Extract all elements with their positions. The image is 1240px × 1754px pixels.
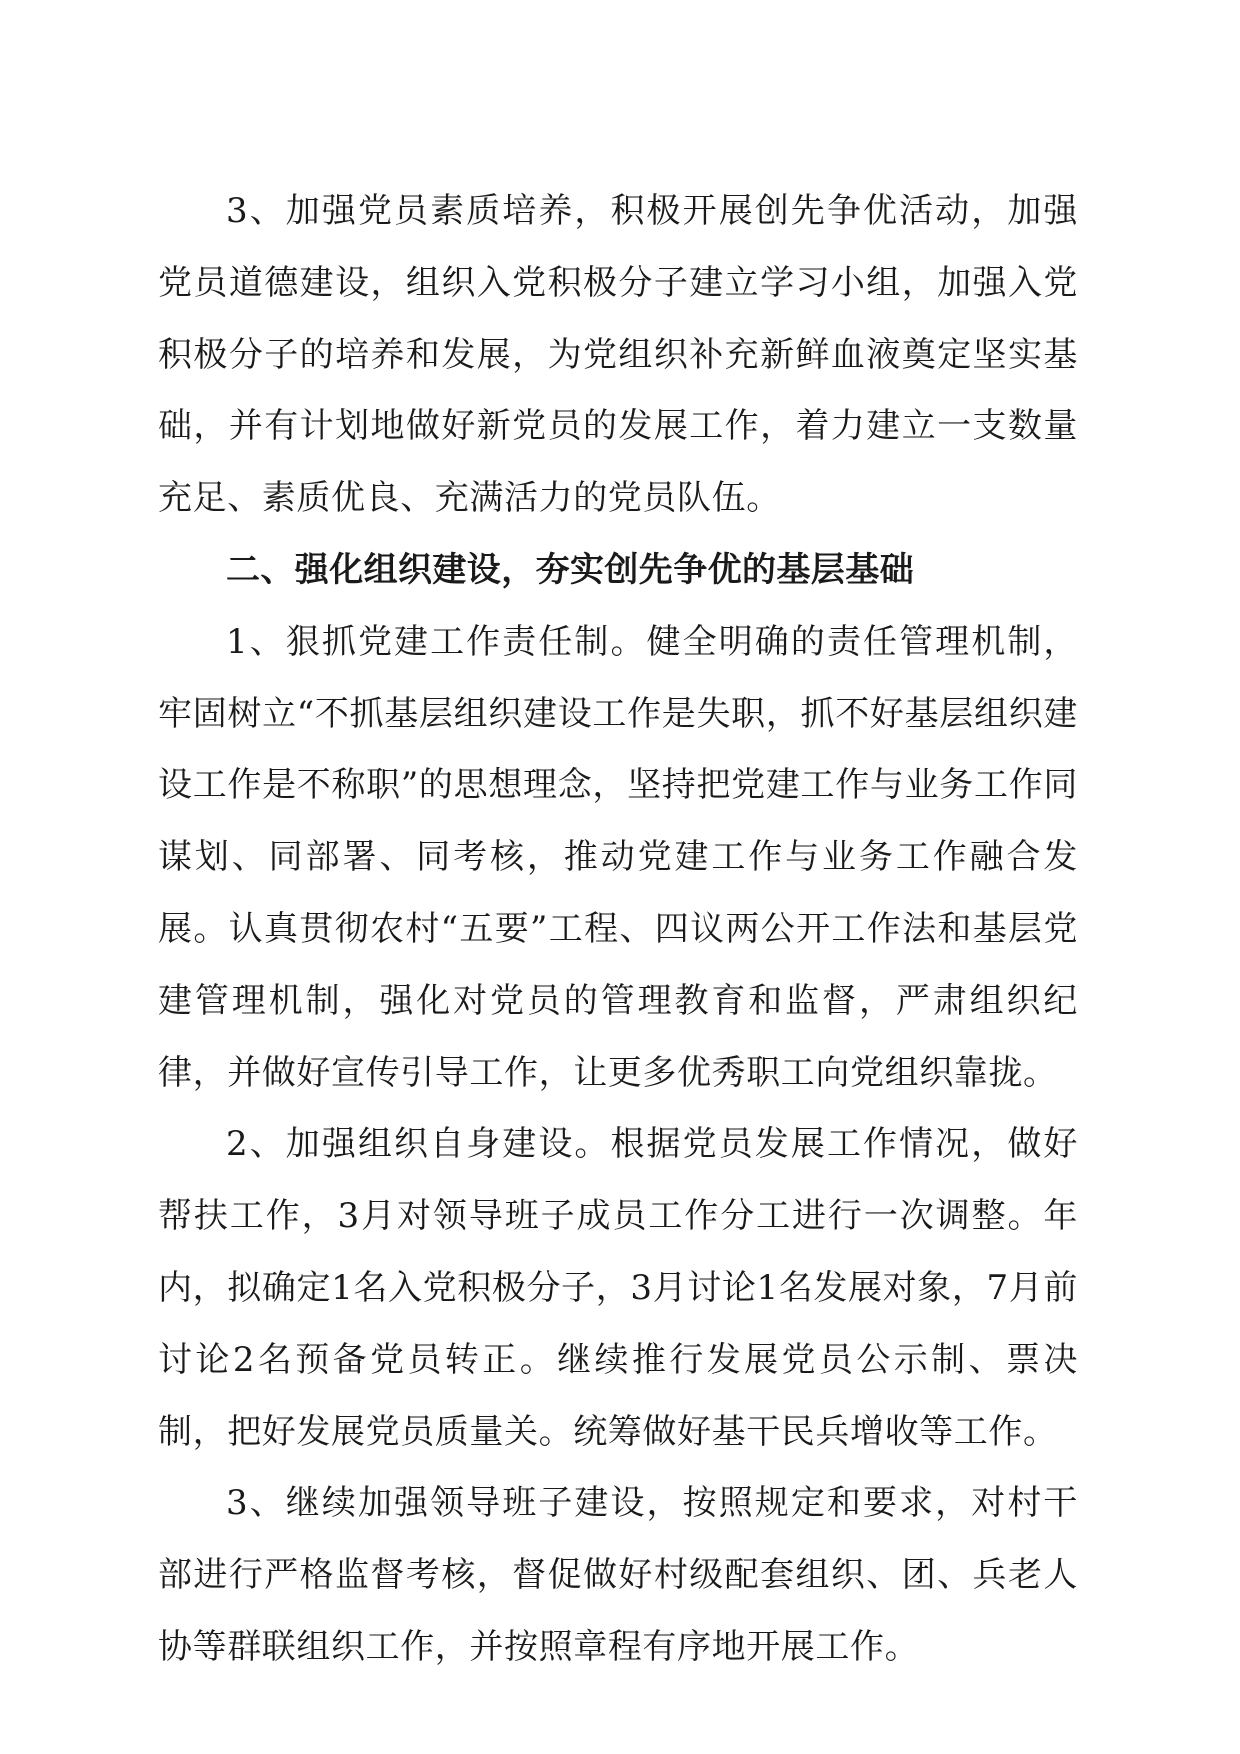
section-heading-organization-building: 二、强化组织建设，夯实创先争优的基层基础 <box>226 549 914 590</box>
paragraph-self-construction: 2、加强组织自身建设。根据党员发展工作情况，做好帮扶工作，3月对领导班子成员工作分工进行一次调整。年内，拟确定1名入党积极分子，3月讨论1名发展对象，7月前讨论2名预备党员转正。继续推行发展党员公示制、票决制，把好发展党员质量关。统筹做好基干民兵增收等工作。 <box>158 1124 1078 1452</box>
paragraph-party-member-quality: 3、加强党员素质培养，积极开展创先争优活动，加强党员道德建设，组织入党积极分子建立学习小组，加强入党积极分子的培养和发展，为党组织补充新鲜血液奠定坚实基础，并有计划地做好新党员的发展工作，着力建立一支数量充足、素质优良、充满活力的党员队伍。 <box>158 191 1078 519</box>
paragraph-responsibility-system: 1、狠抓党建工作责任制。健全明确的责任管理机制，牢固树立“不抓基层组织建设工作是失职，抓不好基层组织建设工作是不称职”的思想理念，坚持把党建工作与业务工作同谋划、同部署、同考核，推动党建工作与业务工作融合发展。认真贯彻农村“五要”工程、四议两公开工作法和基层党建管理机制，强化对党员的管理教育和监督，严肃组织纪律，并做好宣传引导工作，让更多优秀职工向党组织靠拢。 <box>158 621 1078 1093</box>
paragraph-leadership-building: 3、继续加强领导班子建设，按照规定和要求，对村干部进行严格监督考核，督促做好村级配套组织、团、兵老人协等群联组织工作，并按照章程有序地开展工作。 <box>158 1483 1078 1667</box>
document-page <box>158 176 1078 1684</box>
